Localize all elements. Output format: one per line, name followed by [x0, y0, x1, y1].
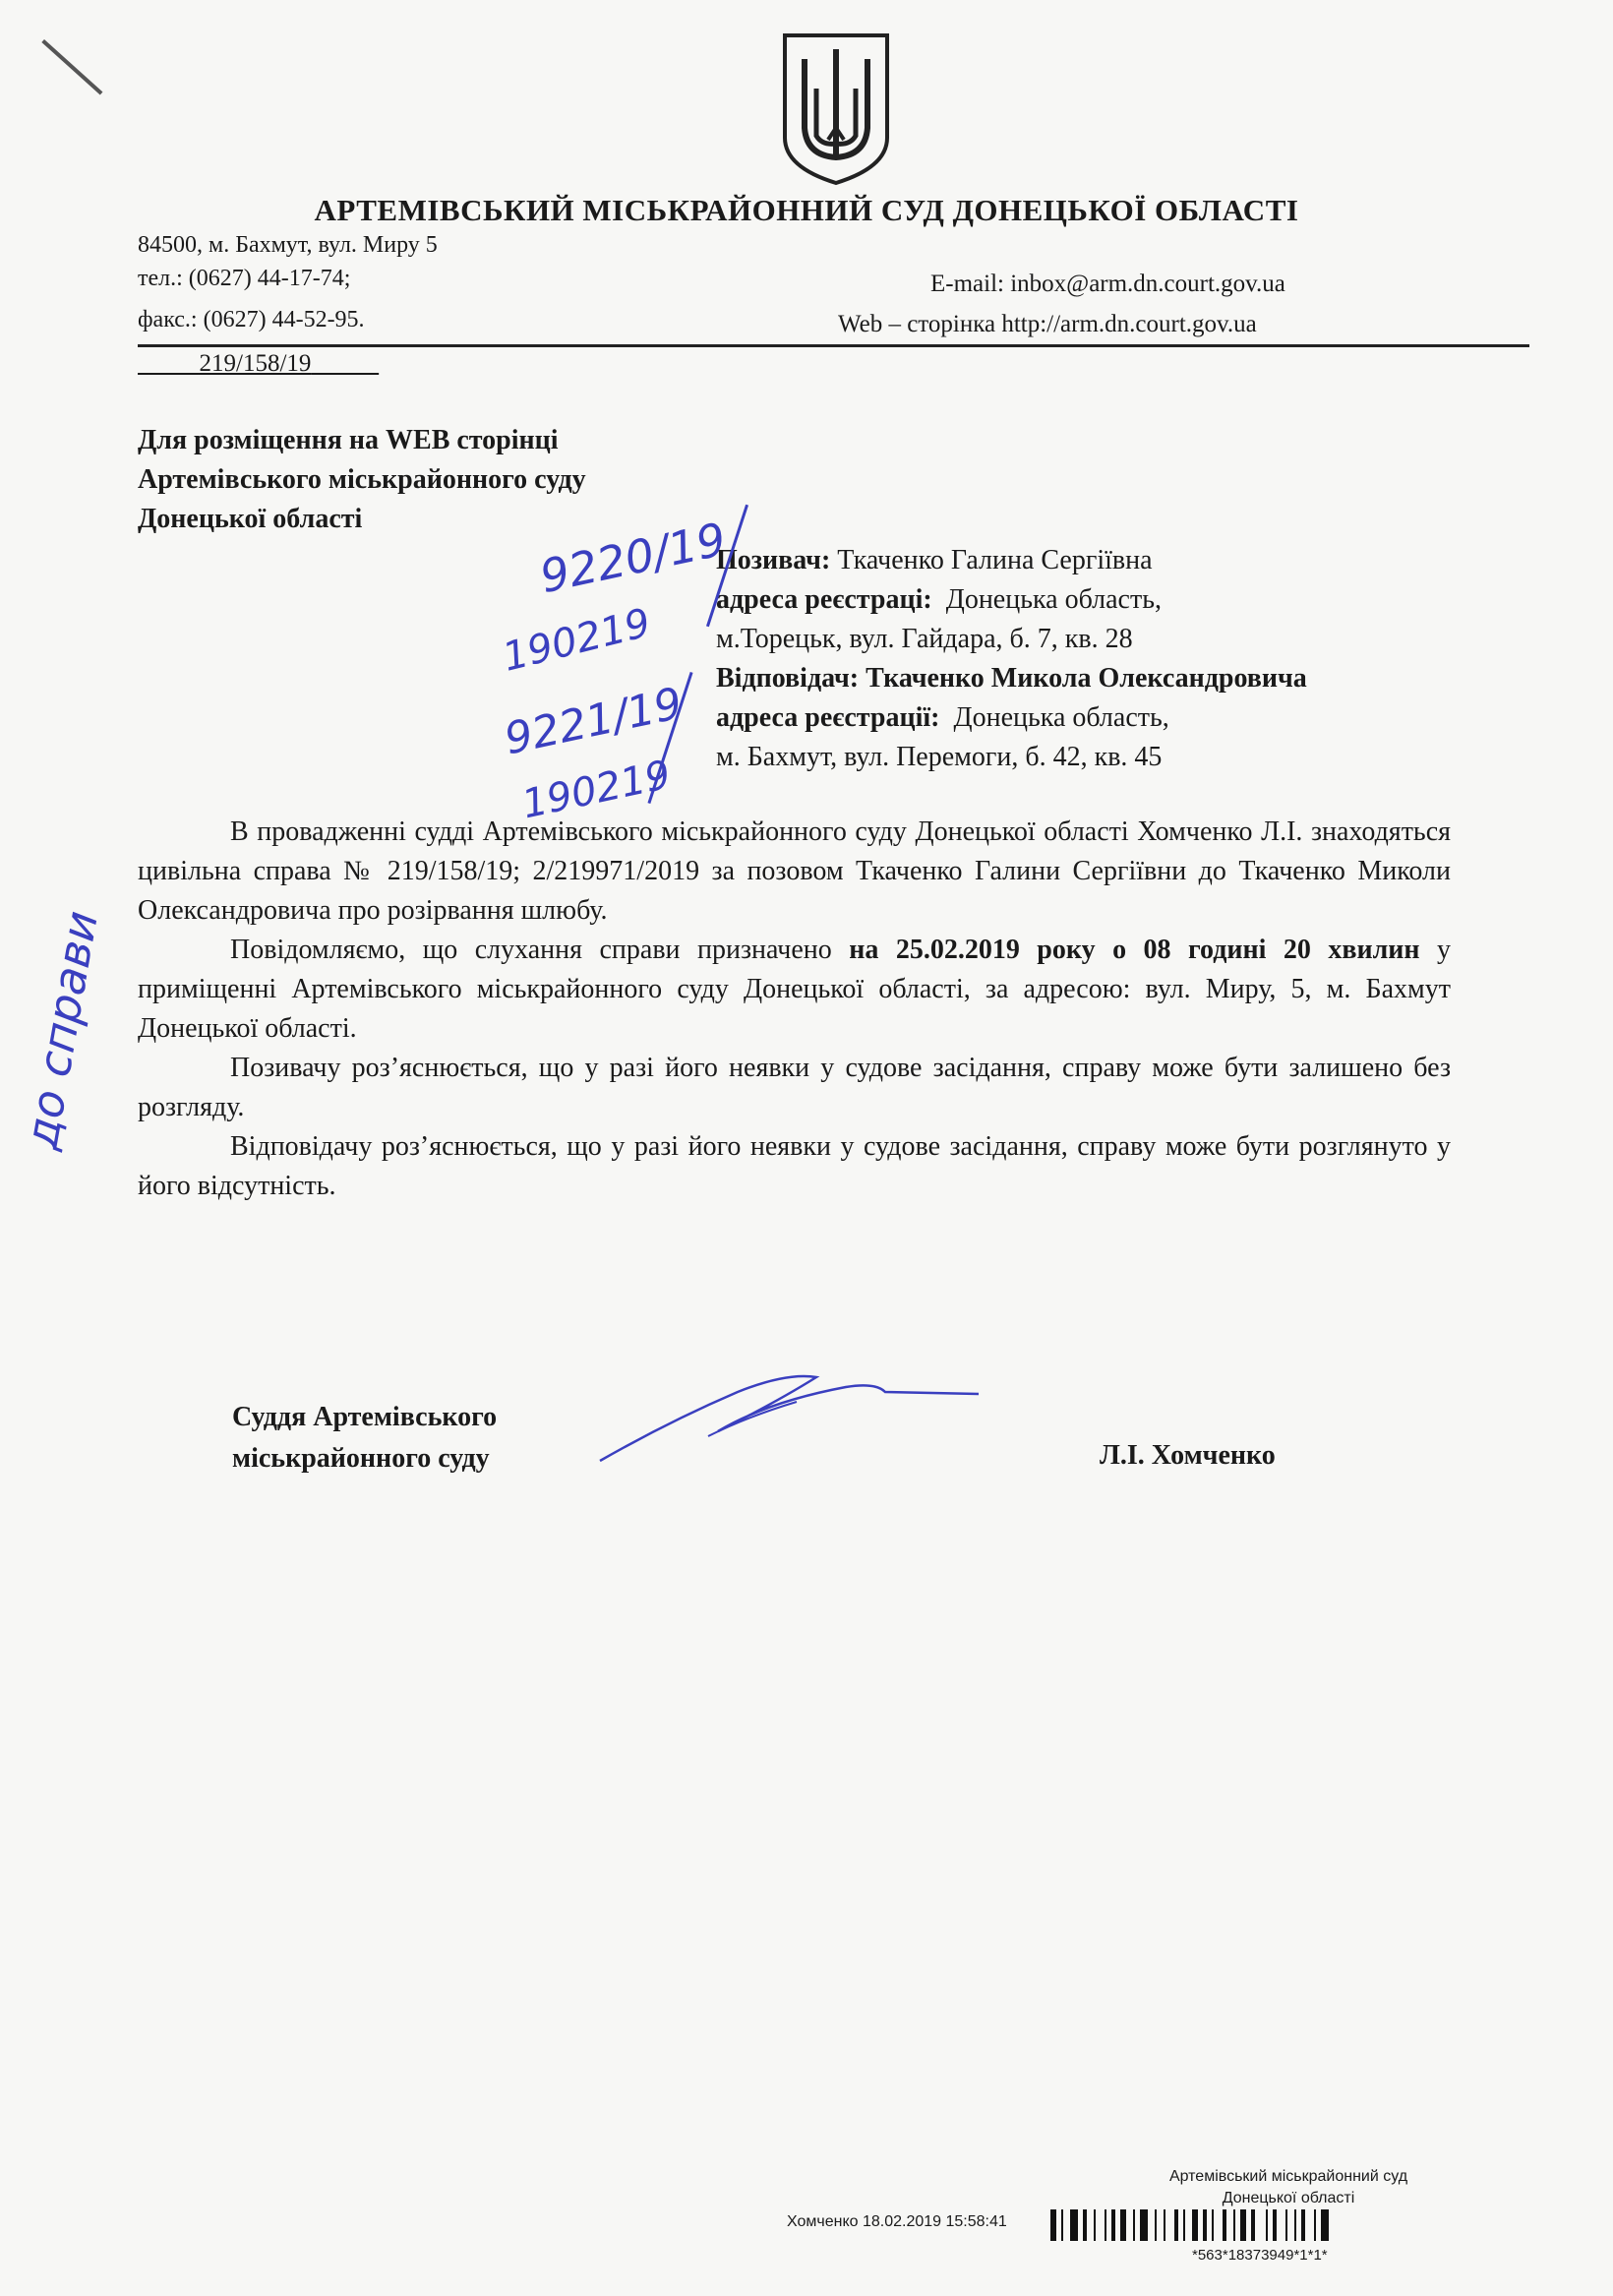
defendant-label: Відповідач: [716, 663, 860, 694]
judge-title-line: Суддя Артемівського [232, 1402, 498, 1432]
court-address: 84500, м. Бахмут, вул. Миру 5 [138, 232, 438, 258]
e-signature-stamp [1141, 2166, 1436, 2209]
hearing-location: у приміщенні Артемівського міськрайонного суду Донецької області, за адресою: вул. Миру, 5, м. Бахмут Донецької області. [138, 935, 1452, 1044]
stamp-court-line: Артемівський міськрайонний суд [1168, 2168, 1408, 2185]
staple-mark [41, 39, 102, 95]
e-signature-timestamp: Хомченко 18.02.2019 15:58:41 [787, 2213, 1007, 2230]
defendant-address-line [716, 698, 1307, 738]
plaintiff-line [716, 541, 1307, 580]
hearing-text: Повідомляємо, що слухання справи призначено [230, 935, 850, 965]
body-paragraph: Відповідачу роз’яснюється, що у разі його неявки у судове засідання, справу може бути розглянуто у його відсутність. [138, 1131, 1451, 1201]
plaintiff-name: Ткаченко Галина Сергіївна [837, 545, 1153, 575]
handwritten-signature [590, 1362, 984, 1471]
barcode-icon [1050, 2209, 1532, 2249]
body-paragraph: Позивачу роз’яснюється, що у разі його неявки у судове засідання, справу може бути залишено без розгляду. [138, 1053, 1451, 1122]
web-note-line: Артемівського міськрайонного суду [138, 464, 586, 495]
handwritten-margin-note: до справи [14, 906, 108, 1154]
web-placement-note [138, 421, 586, 539]
defendant-name: Ткаченко Микола Олександровича [866, 663, 1307, 694]
plaintiff-address-line [716, 580, 1307, 620]
defendant-address-region: Донецька область, [953, 702, 1169, 733]
trident-emblem-icon [777, 30, 895, 187]
web-note-line: Для розміщення на WEB сторінці [138, 425, 559, 455]
case-reference: 219/158/19 [199, 350, 312, 377]
plaintiff-address-street: м.Торецьк, вул. Гайдара, б. 7, кв. 28 [716, 624, 1133, 654]
defendant-address-label: адреса реєстрації: [716, 702, 940, 733]
plaintiff-address-label: адреса реєстраці: [716, 584, 932, 615]
court-fax: факс.: (0627) 44-52-95. [138, 307, 365, 332]
handwritten-date: 190219 [498, 600, 655, 681]
court-email: E-mail: inbox@arm.dn.court.gov.ua [930, 271, 1285, 297]
handwritten-registration-number: 9221/19 [500, 678, 687, 765]
parties-block [716, 541, 1307, 777]
plaintiff-address-region: Донецька область, [945, 584, 1162, 615]
defendant-line [716, 659, 1307, 698]
court-title: АРТЕМІВСЬКИЙ МІСЬКРАЙОННИЙ СУД ДОНЕЦЬКОЇ ОБЛАСТІ [314, 193, 1299, 227]
document-body [138, 813, 1451, 1206]
judge-title [232, 1397, 497, 1480]
handwritten-registration-number: 9220/19 [535, 512, 731, 604]
body-paragraph: В провадженні судді Артемівського міськрайонного суду Донецької області Хомченко Л.І. знаходяться цивільна справа № 219/158/19; 2/219971/2019 за позовом Ткаченко Галини Сергіївни до Ткаченко Миколи Олександровича про розірвання шлюбу. [138, 816, 1451, 926]
stamp-court-line: Донецької області [1222, 2190, 1355, 2206]
hearing-paragraph [138, 931, 1451, 1049]
barcode-number: *563*18373949*1*1* [1192, 2247, 1328, 2264]
judge-name: Л.І. Хомченко [1100, 1440, 1276, 1471]
court-web: Web – сторінка http://arm.dn.court.gov.ua [838, 311, 1257, 337]
web-note-line: Донецької області [138, 504, 363, 534]
handwritten-date: 190219 [517, 752, 675, 828]
header-divider [138, 344, 1529, 347]
judge-title-line: міськрайонного суду [232, 1443, 490, 1474]
court-phone: тел.: (0627) 44-17-74; [138, 266, 351, 291]
hearing-datetime: на 25.02.2019 року о 08 годині 20 хвилин [849, 935, 1420, 965]
defendant-address-street: м. Бахмут, вул. Перемоги, б. 42, кв. 45 [716, 742, 1163, 772]
plaintiff-label: Позивач: [716, 545, 831, 575]
